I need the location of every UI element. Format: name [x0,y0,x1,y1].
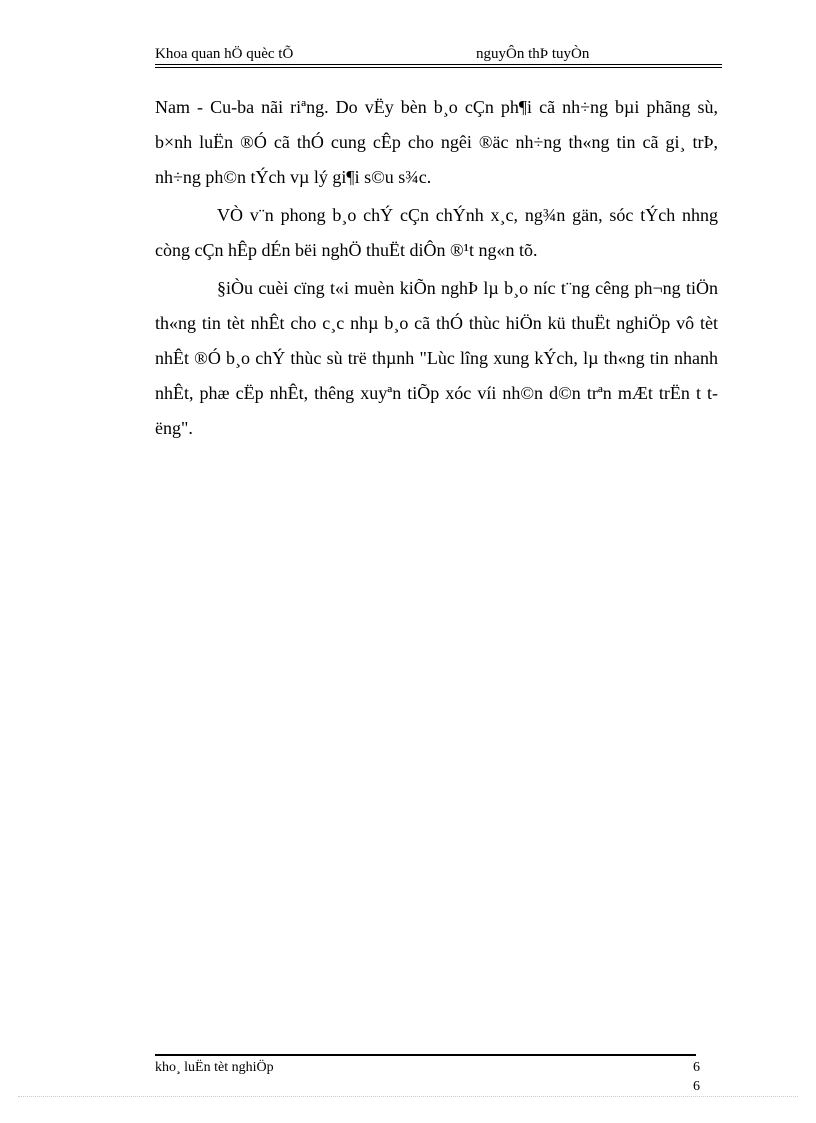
header-rule-double [155,67,722,68]
paragraph-3: §iÒu cuèi cïng t«i muèn kiÕn nghÞ lµ b¸o níc t¨ng cêng ph¬ng tiÖn th«ng tin tèt nhÊt cho c¸c nhµ b¸o cã thÓ thùc hiÖn kü thuËt nghiÖp vô tèt nhÊt ®Ó b¸o chÝ thùc sù trë thµnh "Lùc lîng xung kÝch, lµ th«ng tin nhanh nhÊt, phæ cËp nhÊt, thêng xuyªn tiÕp xóc víi nh©n d©n trªn mÆt trËn t tëng". [155,278,718,438]
paragraph-1: Nam - Cu-ba nãi riªng. Do vËy bèn b¸o cÇn ph¶i cã nh÷ng bµi phãng sù, b×nh luËn ®Ó cã thÓ cung cÊp cho ngêi ®äc nh÷ng th«ng tin cã gi¸ trÞ, nh÷ng ph©n tÝch vµ lý gi¶i s©u s¾c. [155,97,718,187]
footer-rule [155,1054,696,1056]
header-rule [155,64,722,65]
paragraph-2: VÒ v¨n phong b¸o chÝ cÇn chÝnh x¸c, ng¾n gän, sóc tÝch nhng còng cÇn hÊp dÉn bëi nghÖ thuËt diÔn ®¹t ng«n tõ. [155,205,718,260]
body-text [155,90,718,446]
page-number-repeat: 6 [693,1079,700,1094]
page-edge [18,1096,798,1097]
header-faculty: Khoa quan hÖ quèc tÕ [155,46,294,62]
header-author: nguyÔn thÞ tuyÒn [476,46,590,62]
footer-title: kho¸ luËn tèt nghiÖp [155,1060,274,1075]
page-header [155,46,722,66]
page-number: 6 [693,1060,700,1075]
